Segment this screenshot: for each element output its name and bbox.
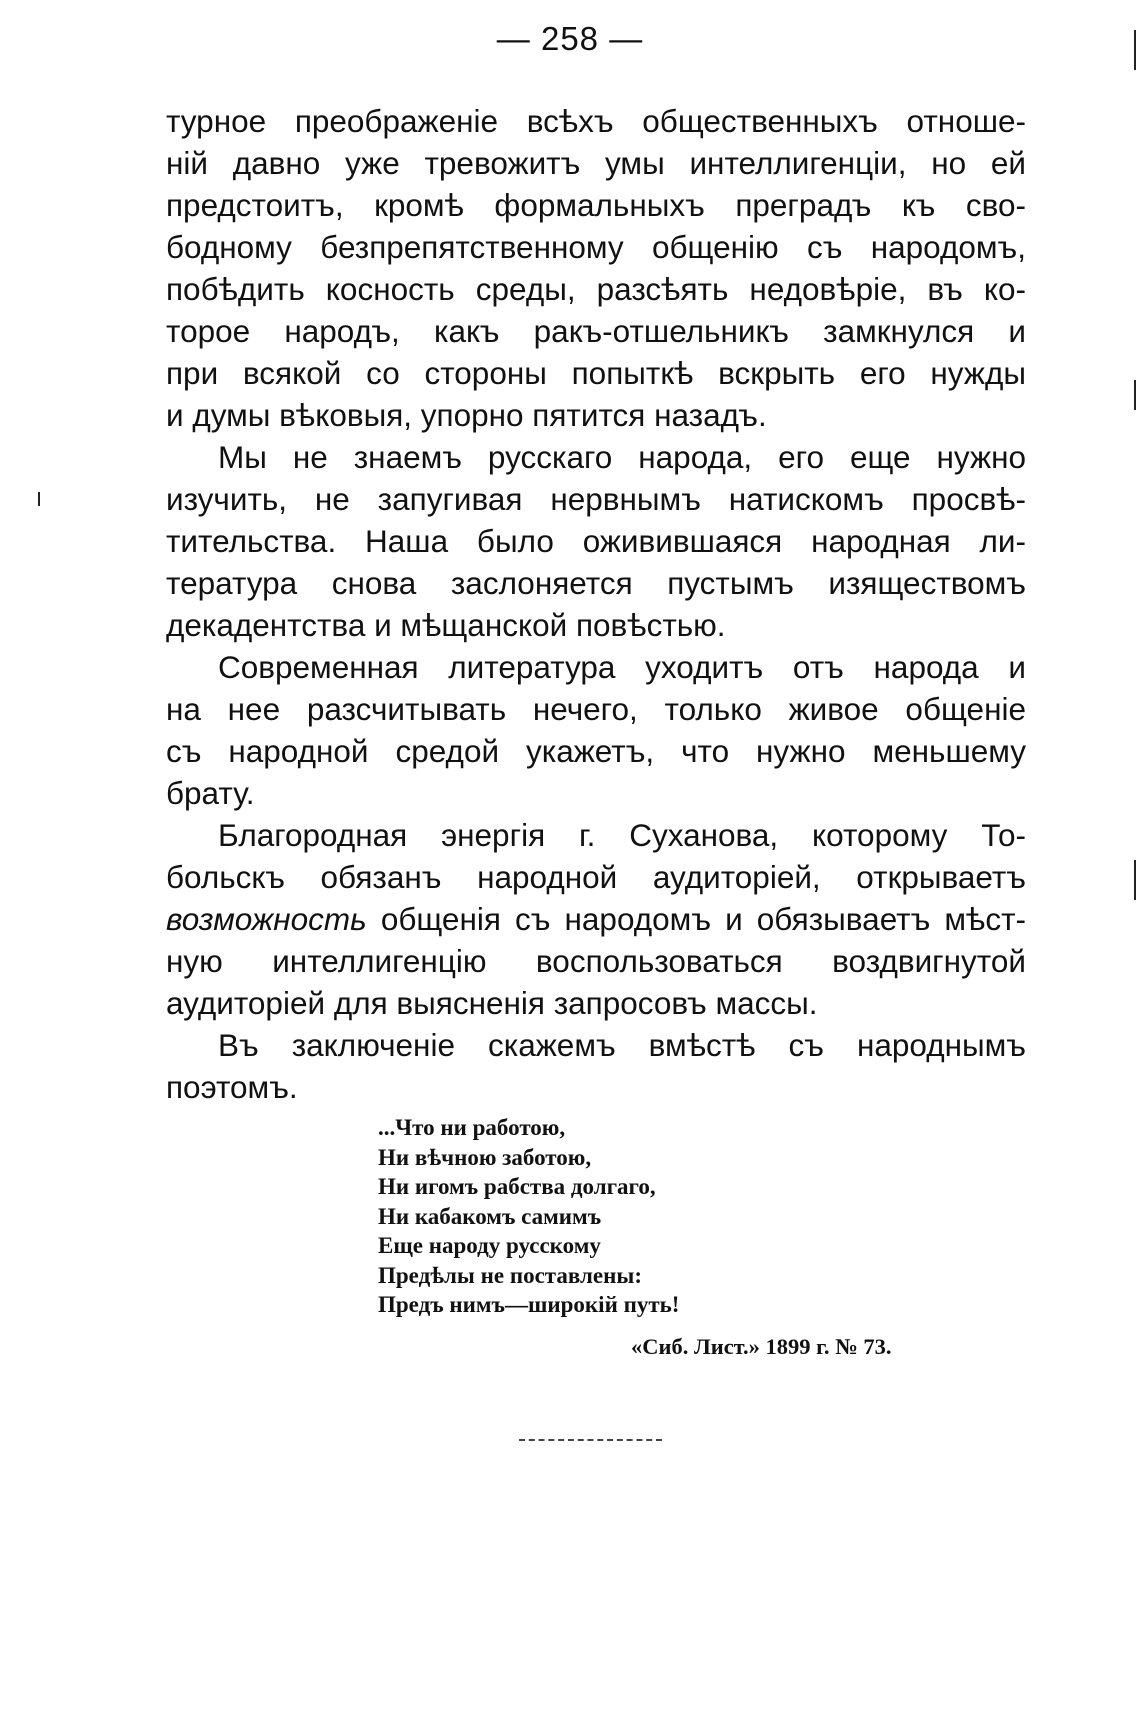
- text-line: нiй давно уже тревожитъ умы интеллигенцiи, но ей: [166, 145, 1026, 181]
- poem-line: Ни вѣчною заботою,: [378, 1144, 592, 1170]
- text-line: бодному безпрепятственному общенiю съ народомъ,: [166, 229, 1026, 265]
- text-line: декадентства и мѣщанской повѣстью.: [166, 607, 726, 643]
- scan-edge-mark: [1134, 30, 1136, 70]
- text-line: Благородная энергiя г. Суханова, которому То-: [218, 817, 1026, 853]
- poem-quote: [378, 1113, 679, 1320]
- text-line-rest: общенiя съ народомъ и обязываетъ мѣст-: [380, 901, 1026, 937]
- page-number: — 258 —: [496, 20, 644, 57]
- text-line: побѣдить косность среды, разсѣять недовѣрiе, въ ко-: [166, 271, 1026, 307]
- italic-word: возможность: [166, 901, 367, 937]
- text-line: больскъ обязанъ народной аудиторiей, открываетъ: [166, 859, 1026, 895]
- text-line: Мы не знаемъ русскаго народа, его еще нужно: [218, 439, 1026, 475]
- text-line: поэтомъ.: [166, 1069, 298, 1105]
- text-line: Современная литература уходитъ отъ народа и: [218, 649, 1026, 685]
- poem-line: Ни игомъ рабства долгаго,: [378, 1174, 656, 1199]
- text-line: брату.: [166, 775, 255, 811]
- text-line: изучить, не запугивая нервнымъ натискомъ просвѣ-: [166, 481, 1026, 517]
- text-line: тительства. Наша было оживившаяся народная ли-: [166, 523, 1026, 559]
- text-line: торое народъ, какъ ракъ-отшельникъ замкнулся и: [166, 313, 1026, 349]
- poem-citation: «Сиб. Лист.» 1899 г. № 73.: [631, 1334, 892, 1359]
- scan-edge-mark: [1134, 380, 1136, 410]
- text-line: турное преображенiе всѣхъ общественныхъ отноше-: [166, 103, 1026, 139]
- text-line: [166, 898, 1026, 940]
- scan-edge-mark: [38, 492, 40, 506]
- scan-edge-mark: [1134, 860, 1136, 900]
- text-line: ную интеллигенцiю воспользоваться воздвигнутой: [166, 943, 1026, 979]
- text-line: тература снова заслоняется пустымъ изяществомъ: [166, 565, 1026, 601]
- poem-line: ...Что ни работою,: [378, 1115, 566, 1140]
- text-line: при всякой со стороны попыткѣ вскрыть его нужды: [166, 355, 1026, 391]
- text-line: съ народной средой укажетъ, что нужно меньшему: [166, 733, 1026, 769]
- text-line: аудиторiей для выясненiя запросовъ массы.: [166, 985, 818, 1021]
- text-line: Въ заключенiе скажемъ вмѣстѣ съ народнымъ: [218, 1027, 1026, 1063]
- text-line: предстоитъ, кромѣ формальныхъ преградъ къ сво-: [166, 187, 1026, 223]
- poem-line: Предъ нимъ—широкiй путь!: [378, 1292, 680, 1317]
- text-line: и думы вѣковыя, упорно пятится назадъ.: [166, 397, 767, 433]
- poem-line: Ни кабакомъ самимъ: [378, 1203, 602, 1229]
- text-line: на нее разсчитывать нечего, только живое общенiе: [166, 691, 1026, 727]
- poem-line: Предѣлы не поставлены:: [378, 1262, 642, 1288]
- body-text: [166, 100, 1026, 1108]
- poem-line: Еще народу русскому: [378, 1233, 601, 1258]
- end-divider: [519, 1439, 662, 1441]
